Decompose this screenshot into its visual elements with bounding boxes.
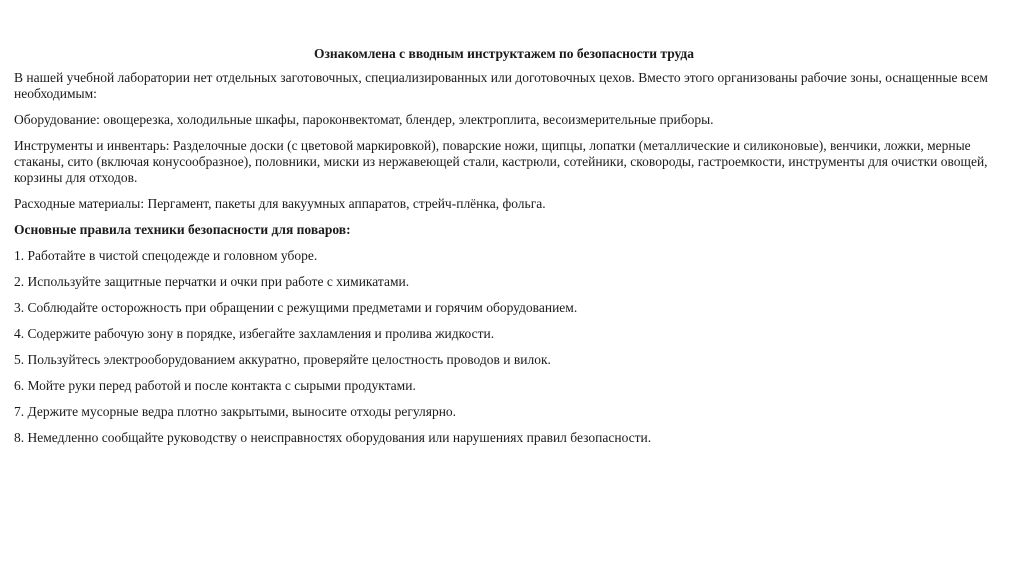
- consumables-paragraph: Расходные материалы: Пергамент, пакеты для вакуумных аппаратов, стрейч-плёнка, фольга.: [14, 196, 546, 211]
- equipment-paragraph: Оборудование: овощерезка, холодильные шкафы, пароконвектомат, блендер, электроплита, весоизмерительные приборы.: [14, 112, 714, 127]
- rule-item-8: 8. Немедленно сообщайте руководству о неисправностях оборудования или нарушениях правил безопасности.: [14, 430, 652, 445]
- rule-item-4: 4. Содержите рабочую зону в порядке, избегайте захламления и пролива жидкости.: [14, 326, 495, 341]
- rule-item-5: 5. Пользуйтесь электрооборудованием аккуратно, проверяйте целостность проводов и вилок.: [14, 352, 551, 367]
- intro-paragraph: В нашей учебной лаборатории нет отдельных заготовочных, специализированных или доготовочных цехов. Вместо этого организованы рабочие зоны, оснащенные всем необходимым:: [14, 70, 988, 101]
- rule-item-7: 7. Держите мусорные ведра плотно закрытыми, выносите отходы регулярно.: [14, 404, 457, 419]
- rule-item-3: 3. Соблюдайте осторожность при обращении с режущими предметами и горячим оборудованием.: [14, 300, 578, 315]
- document-title: Ознакомлена с вводным инструктажем по безопасности труда: [313, 46, 695, 61]
- rule-item-6: 6. Мойте руки перед работой и после контакта с сырыми продуктами.: [14, 378, 416, 393]
- document-page: [14, 46, 994, 456]
- rules-heading: Основные правила техники безопасности для поваров:: [14, 222, 351, 237]
- rule-item-2: 2. Используйте защитные перчатки и очки при работе с химикатами.: [14, 274, 410, 289]
- tools-paragraph: Инструменты и инвентарь: Разделочные доски (с цветовой маркировкой), поварские ножи, щипцы, лопатки (металлические и силиконовые), венчики, ложки, мерные стаканы, сито (включая конусообразное), половники, миски из нержавеющей стали, кастрюли, сотейники, сковороды, гастроемкости, инструменты для очистки овощей, корзины для отходов.: [14, 138, 988, 185]
- rule-item-1: 1. Работайте в чистой спецодежде и головном уборе.: [14, 248, 318, 263]
